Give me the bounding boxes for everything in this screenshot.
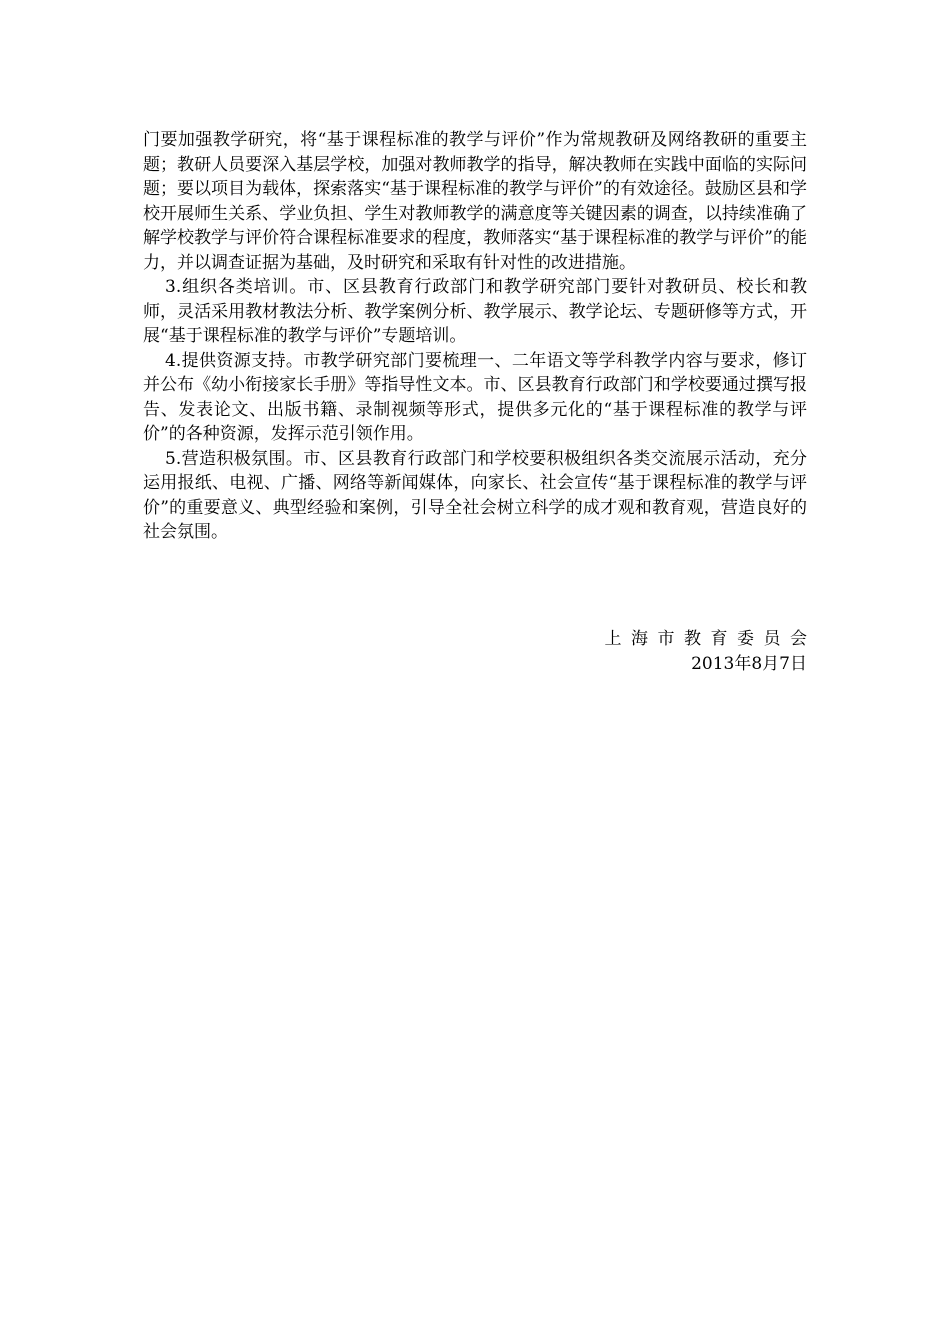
signature-date: 2013年8月7日 <box>691 654 807 674</box>
paragraph-item-5-atmosphere: 5.营造积极氛围。市、区县教育行政部门和学校要积极组织各类交流展示活动，充分运用报纸、电视、广播、网络等新闻媒体，向家长、社会宣传“基于课程标准的教学与评价”的重要意义、典型经验和案例，引导全社会树立科学的成才观和教育观，营造良好的社会氛围。 <box>143 448 807 542</box>
signature-block <box>604 627 817 677</box>
signature-organization: 上海市教育委员会 <box>604 629 817 649</box>
document-body <box>143 128 807 545</box>
paragraph-item-3-training: 3.组织各类培训。市、区县教育行政部门和教学研究部门要针对教研员、校长和教师，灵活采用教材教法分析、教学案例分析、教学展示、教学论坛、专题研修等方式，开展“基于课程标准的教学与评价”专题培训。 <box>143 277 807 346</box>
paragraph-item-4-resources: 4.提供资源支持。市教学研究部门要梳理一、二年语文等学科教学内容与要求，修订并公布《幼小衔接家长手册》等指导性文本。市、区县教育行政部门和学校要通过撰写报告、发表论文、出版书籍、录制视频等形式，提供多元化的“基于课程标准的教学与评价”的各种资源，发挥示范引领作用。 <box>143 350 807 444</box>
paragraph-continuation: 门要加强教学研究，将“基于课程标准的教学与评价”作为常规教研及网络教研的重要主题；教研人员要深入基层学校，加强对教师教学的指导，解决教师在实践中面临的实际问题；要以项目为载体，探索落实“基于课程标准的教学与评价”的有效途径。鼓励区县和学校开展师生关系、学业负担、学生对教师教学的满意度等关键因素的调查，以持续准确了解学校教学与评价符合课程标准要求的程度，教师落实“基于课程标准的教学与评价”的能力，并以调查证据为基础，及时研究和采取有针对性的改进措施。 <box>143 130 807 273</box>
